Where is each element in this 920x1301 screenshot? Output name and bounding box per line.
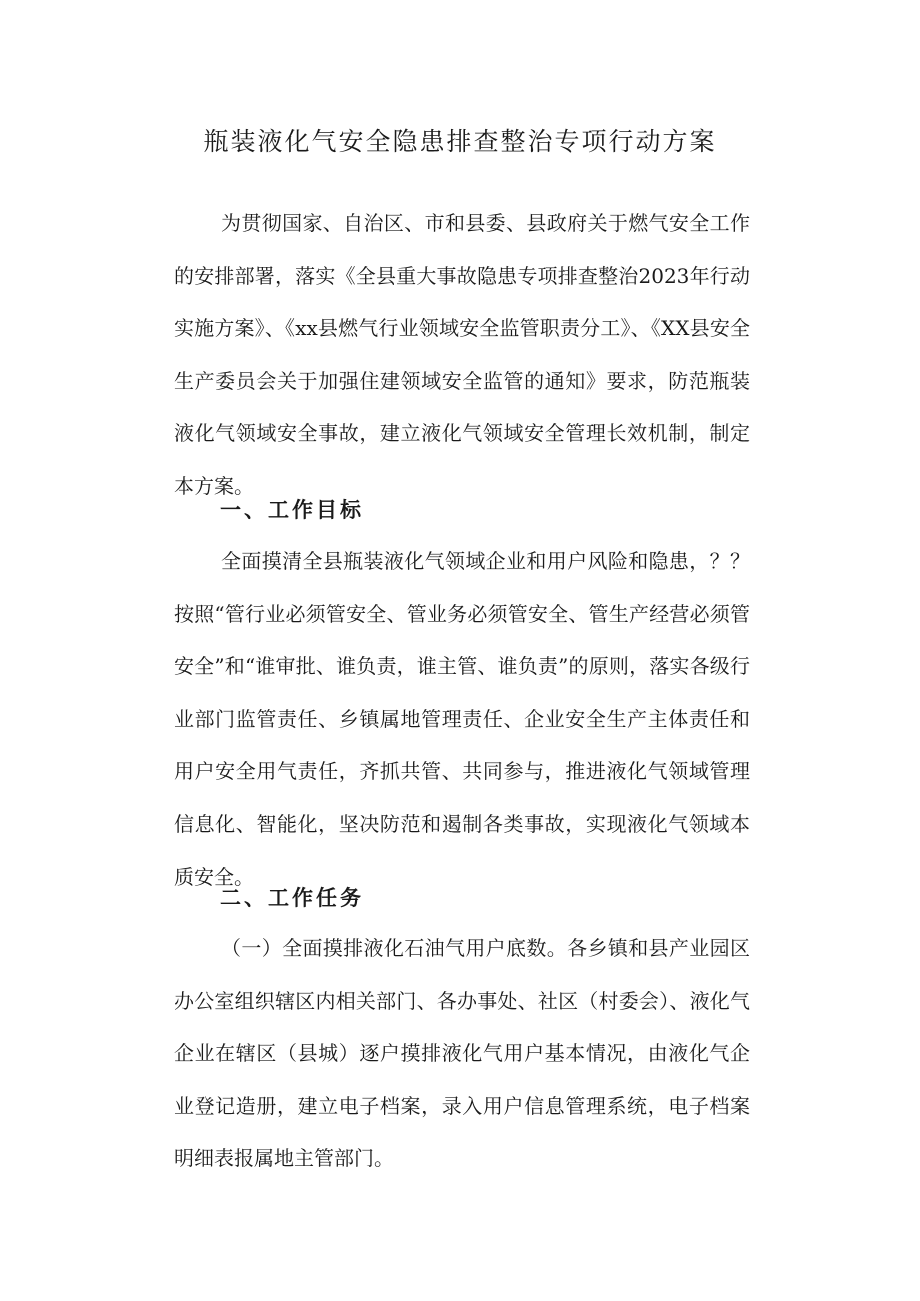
intro-paragraph: 为贯彻国家、自治区、市和县委、县政府关于燃气安全工作的安排部署，落实《全县重大事故隐患专项排查整治2023年行动实施方案》、《xx县燃气行业领域安全监管职责分工》、《XX县安全生产委员会关于加强住建领域安全监管的通知》要求，防范瓶装液化气领域安全事故，建立液化气领域安全管理长效机制，制定本方案。 — [174, 211, 750, 498]
goals-paragraph: 全面摸清全县瓶装液化气领域企业和用户风险和隐患，？？按照“管行业必须管安全、管业务必须管安全、管生产经营必须管安全”和“谁审批、谁负责，谁主管、谁负责”的原则，落实各级行业部门监管责任、乡镇属地管理责任、企业安全生产主体责任和用户安全用气责任，齐抓共管、共同参与，推进液化气领域管理信息化、智能化，坚决防范和遏制各类事故，实现液化气领域本质安全。 — [174, 549, 750, 889]
section-heading-tasks: 二、工作任务 — [220, 885, 364, 910]
document-title: 瓶装液化气安全隐患排查整治专项行动方案 — [203, 127, 717, 156]
section-heading-goals: 一、工作目标 — [220, 497, 364, 522]
tasks-paragraph: （一）全面摸排液化石油气用户底数。各乡镇和县产业园区办公室组织辖区内相关部门、各办事处、社区（村委会）、液化气企业在辖区（县城）逐户摸排液化气用户基本情况，由液化气企业登记造册，建立电子档案，录入用户信息管理系统，电子档案明细表报属地主管部门。 — [174, 936, 750, 1171]
